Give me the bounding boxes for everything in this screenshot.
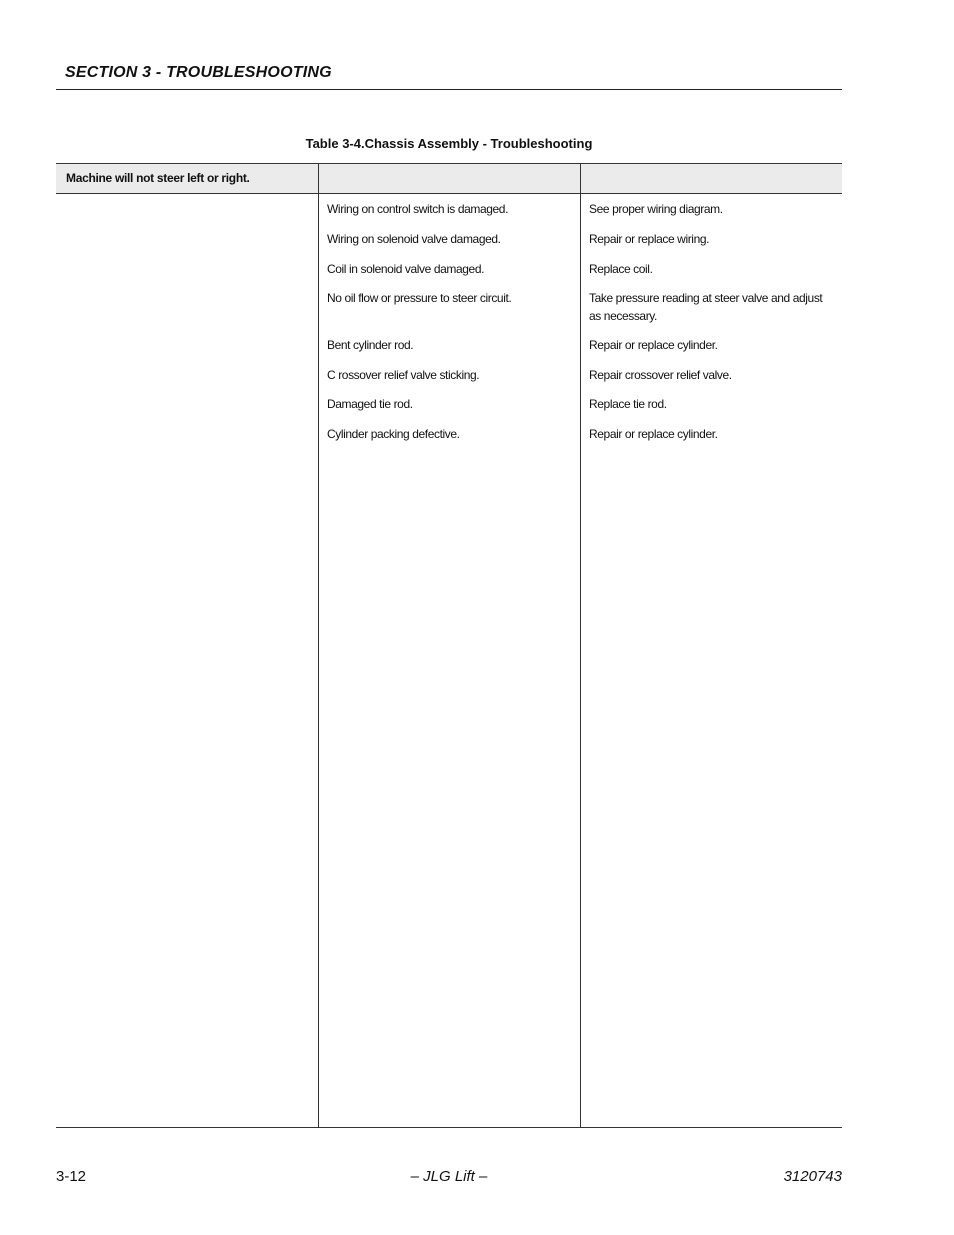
cause-cell: No oil flow or pressure to steer circuit. (327, 291, 512, 305)
table-caption: Table 3-4.Chassis Assembly - Troubleshooting (305, 136, 593, 151)
column-divider-1 (318, 164, 319, 1127)
page-number: 3-12 (56, 1168, 87, 1185)
remedy-cell: Repair or replace cylinder. (589, 338, 718, 352)
remedy-cell: Repair or replace cylinder. (589, 427, 718, 441)
section-header: SECTION 3 - TROUBLESHOOTING (65, 64, 332, 81)
remedy-cell: Take pressure reading at steer valve and adjust as necessary. (589, 291, 823, 323)
cause-cell: Coil in solenoid valve damaged. (327, 262, 485, 276)
troubleshooting-table (56, 163, 842, 1128)
document-number: 3120743 (783, 1168, 842, 1185)
table-row (327, 230, 837, 248)
cause-cell: Wiring on control switch is damaged. (327, 202, 509, 216)
trouble-heading: Machine will not steer left or right. (66, 171, 250, 185)
cause-cell: Damaged tie rod. (327, 397, 413, 411)
cause-cell: C rossover relief valve sticking. (327, 368, 480, 382)
cause-cell: Bent cylinder rod. (327, 338, 414, 352)
table-row (327, 395, 837, 413)
header-rule (56, 89, 842, 90)
table-header-row (56, 164, 842, 194)
table-row (327, 336, 837, 354)
table-row (327, 200, 837, 218)
table-row (327, 289, 837, 325)
remedy-cell: Replace tie rod. (589, 397, 667, 411)
table-row (327, 425, 837, 443)
remedy-cell: Replace coil. (589, 262, 653, 276)
table-row (327, 366, 837, 384)
table-row (327, 260, 837, 278)
cause-cell: Cylinder packing defective. (327, 427, 460, 441)
remedy-cell: See proper wiring diagram. (589, 202, 723, 216)
remedy-cell: Repair or replace wiring. (589, 232, 710, 246)
remedy-cell: Repair crossover relief valve. (589, 368, 732, 382)
table-entries (327, 200, 837, 443)
footer-publisher: – JLG Lift – (410, 1168, 488, 1185)
cause-cell: Wiring on solenoid valve damaged. (327, 232, 501, 246)
